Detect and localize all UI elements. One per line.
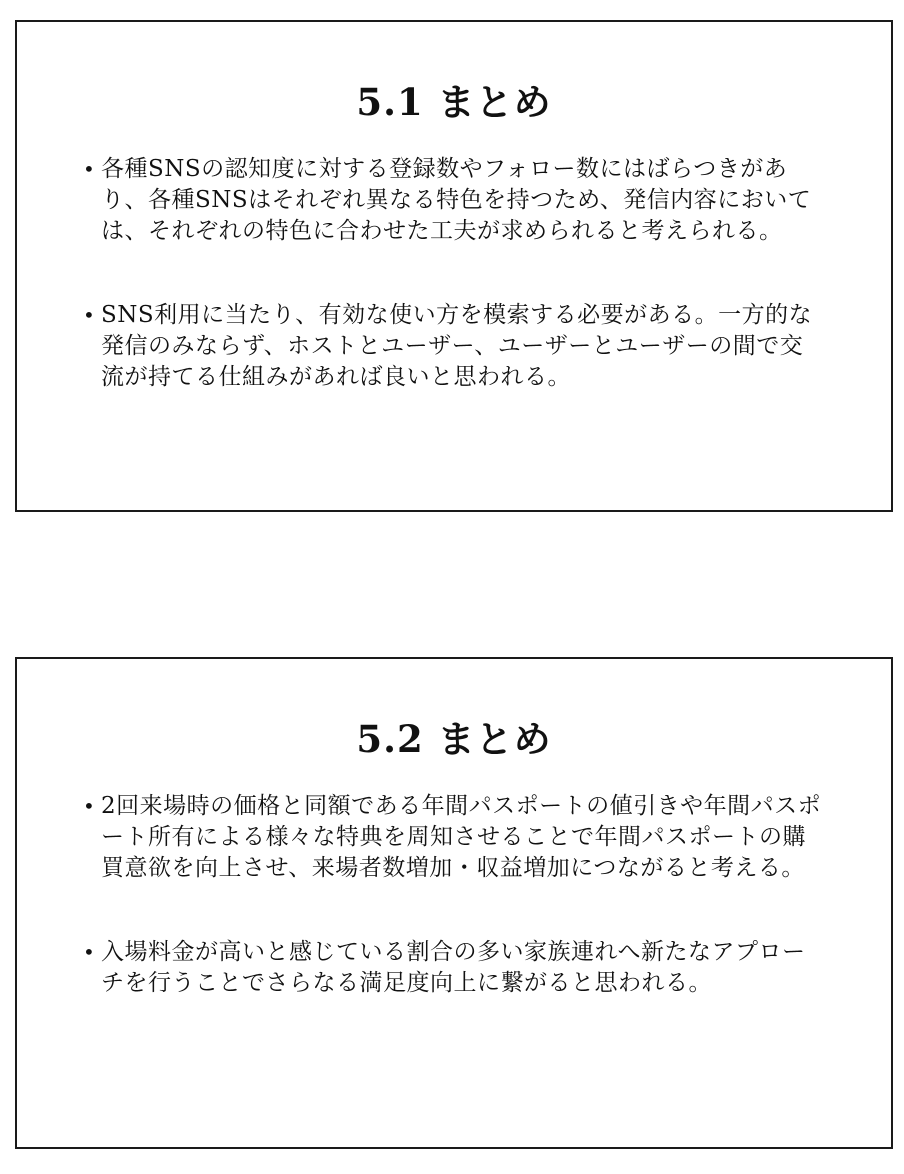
slide-summary-5-2 <box>15 657 893 1149</box>
slide-summary-5-1 <box>15 20 893 512</box>
slide-title: 5.2 まとめ <box>356 717 552 761</box>
bullet-item: • SNS利用に当たり、有効な使い方を模索する必要がある。一方的な発信のみならず、ホストとユーザー、ユーザーとユーザーの間で交流が持てる仕組みがあれば良いと思われる。 <box>83 300 823 393</box>
bullet-item: • 各種SNSの認知度に対する登録数やフォロー数にはばらつきがあり、各種SNSはそれぞれ異なる特色を持つため、発信内容においては、それぞれの特色に合わせた工夫が求められると考えられる。 <box>83 154 823 247</box>
bullet-item: • 2回来場時の価格と同額である年間パスポートの値引きや年間パスポート所有による様々な特典を周知させることで年間パスポートの購買意欲を向上させ、来場者数増加・収益増加につながると考える。 <box>83 791 823 884</box>
bullet-list <box>83 154 823 446</box>
slide-title: 5.1 まとめ <box>356 80 552 124</box>
bullet-list <box>83 791 823 1052</box>
bullet-item: • 入場料金が高いと感じている割合の多い家族連れへ新たなアプローチを行うことでさらなる満足度向上に繋がると思われる。 <box>83 937 823 999</box>
